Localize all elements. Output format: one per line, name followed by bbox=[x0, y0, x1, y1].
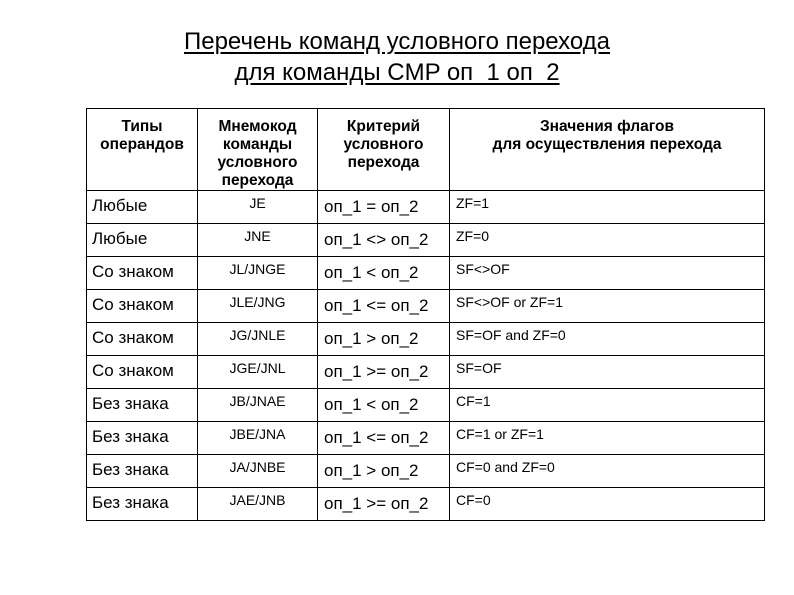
mnemonic-cell: JA/JNBE bbox=[198, 455, 318, 488]
table-header-row bbox=[87, 109, 765, 191]
table-row bbox=[87, 356, 765, 389]
criterion-cell: оп_1 = оп_2 bbox=[318, 191, 450, 224]
criterion-cell: оп_1 > оп_2 bbox=[318, 455, 450, 488]
mnemonic-cell: JAE/JNB bbox=[198, 488, 318, 521]
table-row bbox=[87, 323, 765, 356]
mnemonic-cell: JLE/JNG bbox=[198, 290, 318, 323]
operand-type-cell: Со знаком bbox=[87, 290, 198, 323]
flags-cell: CF=1 bbox=[450, 389, 765, 422]
page-title bbox=[0, 26, 794, 88]
operand-type-cell: Любые bbox=[87, 224, 198, 257]
title-line-2: для команды CMP оп_1 оп_2 bbox=[234, 59, 560, 86]
flags-cell: ZF=0 bbox=[450, 224, 765, 257]
mnemonic-cell: JB/JNAE bbox=[198, 389, 318, 422]
table-row bbox=[87, 290, 765, 323]
criterion-cell: оп_1 > оп_2 bbox=[318, 323, 450, 356]
mnemonic-cell: JG/JNLE bbox=[198, 323, 318, 356]
table-row bbox=[87, 224, 765, 257]
criterion-cell: оп_1 < оп_2 bbox=[318, 257, 450, 290]
criterion-cell: оп_1 >= оп_2 bbox=[318, 488, 450, 521]
mnemonic-cell: JBE/JNA bbox=[198, 422, 318, 455]
table-row bbox=[87, 389, 765, 422]
header-criterion: Критерий условного перехода bbox=[318, 109, 450, 191]
flags-cell: SF<>OF or ZF=1 bbox=[450, 290, 765, 323]
criterion-cell: оп_1 <= оп_2 bbox=[318, 422, 450, 455]
jump-commands-table bbox=[86, 108, 765, 521]
operand-type-cell: Без знака bbox=[87, 389, 198, 422]
table-row bbox=[87, 488, 765, 521]
flags-cell: SF<>OF bbox=[450, 257, 765, 290]
title-line-1: Перечень команд условного перехода bbox=[183, 28, 611, 55]
flags-cell: SF=OF and ZF=0 bbox=[450, 323, 765, 356]
operand-type-cell: Без знака bbox=[87, 422, 198, 455]
table-row bbox=[87, 455, 765, 488]
header-mnemonic: Мнемокод команды условного перехода bbox=[198, 109, 318, 191]
flags-cell: CF=1 or ZF=1 bbox=[450, 422, 765, 455]
table-row bbox=[87, 422, 765, 455]
flags-cell: ZF=1 bbox=[450, 191, 765, 224]
flags-cell: SF=OF bbox=[450, 356, 765, 389]
mnemonic-cell: JGE/JNL bbox=[198, 356, 318, 389]
operand-type-cell: Без знака bbox=[87, 455, 198, 488]
criterion-cell: оп_1 < оп_2 bbox=[318, 389, 450, 422]
operand-type-cell: Со знаком bbox=[87, 356, 198, 389]
header-operand-types: Типы операндов bbox=[87, 109, 198, 191]
flags-cell: CF=0 bbox=[450, 488, 765, 521]
operand-type-cell: Любые bbox=[87, 191, 198, 224]
mnemonic-cell: JNE bbox=[198, 224, 318, 257]
mnemonic-cell: JL/JNGE bbox=[198, 257, 318, 290]
table-row bbox=[87, 191, 765, 224]
operand-type-cell: Со знаком bbox=[87, 323, 198, 356]
mnemonic-cell: JE bbox=[198, 191, 318, 224]
operand-type-cell: Без знака bbox=[87, 488, 198, 521]
table-row bbox=[87, 257, 765, 290]
flags-cell: CF=0 and ZF=0 bbox=[450, 455, 765, 488]
criterion-cell: оп_1 <> оп_2 bbox=[318, 224, 450, 257]
header-flags: Значения флагов для осуществления перехода bbox=[450, 109, 765, 191]
operand-type-cell: Со знаком bbox=[87, 257, 198, 290]
criterion-cell: оп_1 >= оп_2 bbox=[318, 356, 450, 389]
criterion-cell: оп_1 <= оп_2 bbox=[318, 290, 450, 323]
